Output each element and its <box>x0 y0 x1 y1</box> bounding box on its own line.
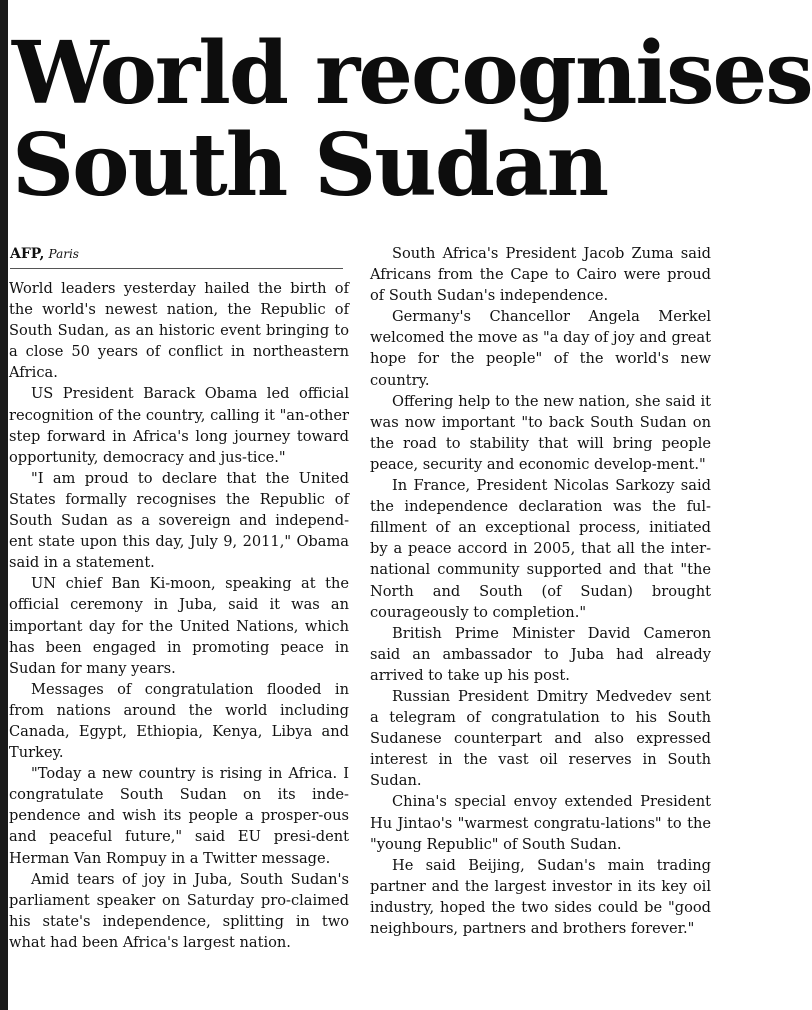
paragraph: South Africa's President Jacob Zuma said Africans from the Cape to Cairo were proud of South Sudan's independence. <box>370 245 711 305</box>
paragraph: US President Barack Obama led official recognition of the country, calling it "an-other step forward in Africa's long journey toward opportunity, democracy and jus-tice." <box>9 385 349 466</box>
byline-place: Paris <box>48 247 79 261</box>
paragraph: "I am proud to declare that the United States formally recognises the Republic of South Sudan as a sovereign and independ-ent state upon this day, July 9, 2011," Obama said in a statement. <box>9 469 349 572</box>
paragraph: British Prime Minister David Cameron said an ambassador to Juba had already arrived to take up his post. <box>370 624 711 684</box>
byline-agency: AFP, <box>10 246 45 262</box>
paragraph: Offering help to the new nation, she said it was now important "to back South Sudan on the road to stability that will bring people peace, security and economic develop-ment." <box>370 392 711 473</box>
headline <box>12 23 812 216</box>
byline-divider <box>10 268 343 269</box>
paragraph: Russian President Dmitry Medvedev sent a telegram of congratulation to his South Sudanese counterpart and also expressed interest in the vast oil reserves in South Sudan. <box>370 687 711 790</box>
paragraph: "Today a new country is rising in Africa. I congratulate South Sudan on its inde-pendence and wish its people a prosper-ous and peaceful future," said EU presi-dent Herman Van Rompuy in a Twitter message. <box>9 765 349 867</box>
article-column-right <box>370 243 711 939</box>
paragraph: China's special envoy extended President Hu Jintao's "warmest congratu-lations" to the "young Republic" of South Sudan. <box>370 793 711 853</box>
paragraph: Germany's Chancellor Angela Merkel welcomed the move as "a day of joy and great hope for the people" of the world's new country. <box>370 308 711 389</box>
paragraph: UN chief Ban Ki-moon, speaking at the official ceremony in Juba, said it was an important day for the United Nations, which has been engaged in promoting peace in Sudan for many years. <box>9 575 349 677</box>
article-column-left <box>9 278 349 953</box>
paragraph: World leaders yesterday hailed the birth of the world's newest nation, the Republic of South Sudan, as an historic event bringing to a close 50 years of conflict in northeastern Africa. <box>9 280 349 382</box>
headline-line-1: World recognises <box>12 23 812 124</box>
paragraph: He said Beijing, Sudan's main trading partner and the largest investor in its key oil industry, hoped the two sides could be "good neighbours, partners and brothers forever." <box>370 856 711 937</box>
headline-line-2: South Sudan <box>12 115 608 216</box>
paragraph: Messages of congratulation flooded in from nations around the world including Canada, Egypt, Ethiopia, Kenya, Libya and Turkey. <box>9 680 349 762</box>
paragraph: In France, President Nicolas Sarkozy said the independence declaration was the ful-fillment of an exceptional process, initiated by a peace accord in 2005, that all the inter-national community supported and that "the North and South (of Sudan) brought courageously to completion." <box>370 477 711 621</box>
byline <box>10 246 343 263</box>
paragraph: Amid tears of joy in Juba, South Sudan's parliament speaker on Saturday pro-claimed his state's independence, splitting in two what had been Africa's largest nation. <box>9 870 349 951</box>
page-edge-bar <box>0 0 8 1010</box>
